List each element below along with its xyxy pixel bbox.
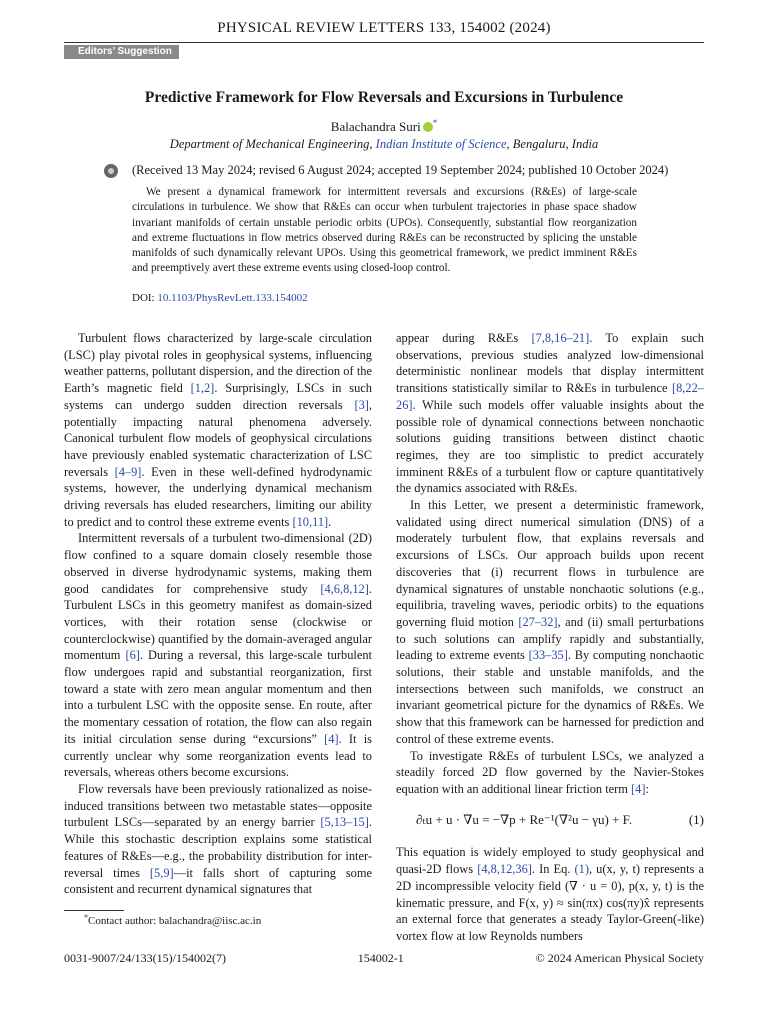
- equation-body: ∂ₜu + u · ∇u = −∇p + Re⁻¹(∇²u − γu) + F.: [416, 811, 633, 827]
- body-paragraph: [396, 748, 704, 798]
- citation-link[interactable]: [6]: [125, 648, 140, 663]
- citation-link[interactable]: [7,8,16–21]: [531, 331, 590, 345]
- equation-1: [416, 812, 704, 829]
- citation-link[interactable]: [3]: [354, 397, 369, 412]
- editors-suggestion-badge: Editors’ Suggestion: [64, 45, 179, 59]
- orcid-icon[interactable]: [423, 122, 433, 132]
- footnote: [84, 913, 261, 927]
- citation-link[interactable]: [8,22–26]: [396, 381, 704, 412]
- body-text: appear during R&Es: [396, 331, 532, 345]
- body-text: . By computing nonchaotic solutions, their stable and unstable manifolds, and the intersections between such manifolds, we construct an invariant geometrical picture for the dynamics of R&Es. We show that this framework can be harnessed for prediction and control of these extreme events.: [396, 648, 704, 746]
- equation-number: (1): [688, 811, 704, 827]
- body-text: . Surprisingly, LSCs in such systems can undergo sudden direction reversals: [64, 381, 372, 412]
- footnote-rule: [64, 910, 124, 911]
- body-paragraph: [396, 497, 704, 748]
- doi-line: [132, 292, 308, 304]
- body-text: , and (ii) small perturbations to such solutions can amplify rapidly and substantially, leading to extreme events: [396, 614, 704, 663]
- check-for-updates-icon[interactable]: [104, 164, 118, 178]
- body-text: , potentially impacting natural phenomena adversely. Canonical turbulent flow models of geophysical circulations have previously enabled systematic characterization of LSC reversals: [64, 397, 372, 479]
- author-name: Balachandra Suri: [330, 119, 421, 134]
- affiliation-location: , Bengaluru, India: [506, 137, 599, 151]
- body-text: . During a reversal, this large-scale turbulent flow undergoes rapid and substantial reorganization, first toward a state with zero mean angular momentum and then into a turbulent LSC with the opposite sense. En route, after the momentary cessation of rotation, the flow can also regain its initial circulation sense during “excursions”: [64, 648, 372, 746]
- body-text: . Turbulent LSCs in this geometry manifest as domain-sized vortices, with their rotation sense (clockwise or counterclockwise) quantified by the domain-averaged angular momentum: [64, 581, 372, 663]
- body-paragraph: [64, 330, 372, 530]
- footnote-text: Contact author: balachandra@iisc.ac.in: [88, 915, 262, 927]
- citation-link[interactable]: [10,11]: [292, 514, 329, 529]
- author-line: [64, 118, 704, 135]
- body-text: Flow reversals have been previously rationalized as noise-induced transitions between two metastable states—opposite turbulent LSCs—separated by an energy barrier: [64, 781, 372, 830]
- page-footer: [64, 951, 704, 966]
- citation-link[interactable]: [5,9]: [149, 865, 174, 880]
- body-paragraph: [396, 330, 704, 497]
- received-dates: [104, 163, 684, 178]
- footer-issn: 0031-9007/24/133(15)/154002(7): [64, 951, 226, 965]
- citation-link[interactable]: [4]: [324, 731, 339, 746]
- citation-link[interactable]: [4,8,12,36]: [477, 862, 532, 877]
- body-text: .: [328, 514, 332, 529]
- body-text: . While such models offer valuable insights about the possible role of dynamical connections between nonchaotic solutions guiding transitions between distinct chaotic regimes, they are too simplistic to predict accurately imminent R&Es of a turbulent flow or capture quantitatively the dynamics associated with R&Es.: [396, 397, 704, 496]
- left-column: [64, 330, 372, 898]
- body-paragraph: [64, 530, 372, 781]
- abstract: We present a dynamical framework for intermittent reversals and excursions (R&Es) of large-scale circulations in turbulence. We show that R&Es can occur when turbulent trajectories in phase space shadow invariant manifolds of certain unstable periodic orbits (UPOs). Consequently, substantial flow reorganization and extreme fluctuations in flow metrics observed during R&Es can be reconstructed by splicing the unstable manifolds of such dynamically relevant UPOs. Using this geometrical framework, we predict imminent R&Es and preemptively avert these extreme events using closed-loop control.: [132, 186, 637, 275]
- footer-copyright: © 2024 American Physical Society: [535, 951, 704, 965]
- citation-link[interactable]: (1): [574, 862, 589, 877]
- author-footnote-mark[interactable]: *: [432, 118, 438, 128]
- body-text: This equation is widely employed to study geophysical and quasi-2D flows: [396, 845, 704, 877]
- doi-link[interactable]: 10.1103/PhysRevLett.133.154002: [157, 292, 308, 304]
- body-text: Turbulent flows characterized by large-scale circulation (LSC) play pivotal roles in geophysical systems, influencing weather patterns, pollutant dispersion, and the direction of the Earth’s magnetic field: [64, 331, 372, 396]
- citation-link[interactable]: [27–32]: [518, 614, 558, 629]
- body-text: . While this stochastic description explains some statistical features of R&Es—e.g., the probability distribution for inter-reversal times: [64, 815, 372, 880]
- citation-link[interactable]: [33–35]: [528, 648, 568, 663]
- citation-link[interactable]: [5,13–15]: [320, 815, 369, 830]
- body-text: . In Eq.: [531, 862, 575, 877]
- body-paragraph: [64, 781, 372, 898]
- affiliation-institution-link[interactable]: Indian Institute of Science: [375, 137, 507, 151]
- body-text: . Even in these well-defined hydrodynamic systems, however, the underlying dynamical mechanism driving reversals has eluded researchers, limiting our ability to predict and to control these extreme events: [64, 464, 373, 529]
- citation-link[interactable]: [4–9]: [114, 464, 142, 479]
- body-text: —it falls short of capturing some consistent and recurrent dynamical signatures that: [64, 865, 372, 897]
- header-rule: [64, 42, 704, 43]
- body-text: :: [645, 781, 649, 796]
- footnote-mark: *: [84, 913, 88, 922]
- citation-link[interactable]: [4,6,8,12]: [320, 581, 369, 596]
- body-text: Intermittent reversals of a turbulent two-dimensional (2D) flow confined to a square domain closely resemble those observed in diverse hydrodynamic systems, making them good candidates for comprehensive study: [64, 531, 372, 596]
- body-text: , u(x, y, t) represents a 2D incompressible velocity field (∇ · u = 0), p(x, y, t) is the kinematic pressure, and F(x, y) ≈ sin(πx) cos(πy)x̂ represents an external force that generates a steady Taylor-Green(-like) vortex flow at low Reynolds numbers: [396, 862, 705, 943]
- body-text: . To explain such observations, previous studies analyzed low-dimensional deterministic nonlinear models that display intermittent transitions statistically similar to R&Es in turbulence: [396, 331, 704, 396]
- right-column: [396, 330, 704, 945]
- affiliation-department: Department of Mechanical Engineering,: [169, 137, 376, 151]
- footer-page-number: 154002-1: [357, 951, 404, 965]
- journal-header: PHYSICAL REVIEW LETTERS 133, 154002 (2024): [217, 20, 551, 36]
- body-text: . It is currently unclear why some reorganization events lead to reversals, whereas others become excursions.: [64, 731, 372, 780]
- affiliation: [64, 137, 704, 152]
- body-text: To investigate R&Es of turbulent LSCs, we analyzed a steadily forced 2D flow governed by the Navier-Stokes equation with an additional linear friction term: [396, 748, 704, 796]
- received-text: (Received 13 May 2024; revised 6 August 2024; accepted 19 September 2024; published 10 October 2024): [132, 163, 669, 177]
- citation-link[interactable]: [4]: [631, 781, 646, 796]
- body-text: In this Letter, we present a deterministic framework, validated using direct numerical simulation (DNS) of a moderately turbulent flow, that explains reversals and excursions of LSCs. Our approach builds upon recent discoveries that (i) recurrent flows in turbulence are dynamical signatures of unstable nonchaotic solutions (e.g., equilibria, traveling waves, periodic orbits) to the equations governing fluid motion: [396, 498, 704, 629]
- citation-link[interactable]: [1,2]: [190, 381, 215, 396]
- doi-label: DOI:: [132, 292, 158, 304]
- body-paragraph: [396, 844, 704, 944]
- paper-title: Predictive Framework for Flow Reversals and Excursions in Turbulence: [144, 89, 624, 106]
